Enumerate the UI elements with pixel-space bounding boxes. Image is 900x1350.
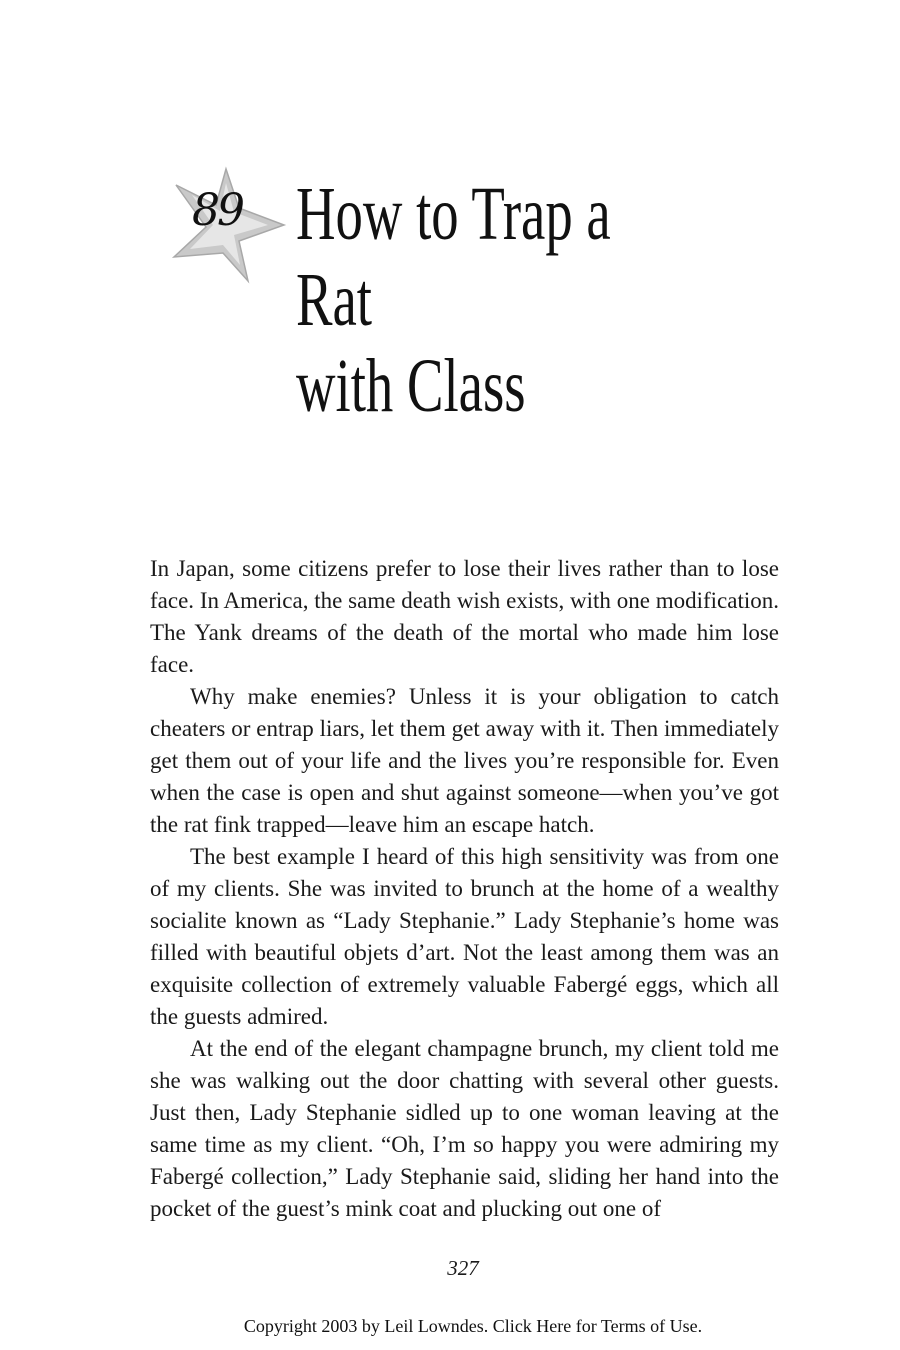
paragraph: Why make enemies? Unless it is your obligation to catch cheaters or entrap liars, let them get away with it. Then immediately get them out of your life and the lives you’re responsible for. Even when the case is open and shut against someone—when you’ve got the rat fink trapped—leave him an escape hatch. <box>150 684 779 837</box>
star-icon <box>168 165 288 285</box>
paragraph: In Japan, some citizens prefer to lose their lives rather than to lose face. In America, the same death wish exists, with one modification. The Yank dreams of the death of the mortal who made him lose face. <box>150 556 779 677</box>
page-number: 327 <box>447 1256 479 1280</box>
body-text <box>150 553 779 1225</box>
chapter-number: 89 <box>192 185 242 236</box>
chapter-title: How to Trap a Rat with Class <box>296 172 611 428</box>
paragraph: At the end of the elegant champagne brunch, my client told me she was walking out the door chatting with several other guests. Just then, Lady Stephanie sidled up to one woman leaving at the same time as my client. “Oh, I’m so happy you were admiring my Fabergé collection,” Lady Stephanie said, sliding her hand into the pocket of the guest’s mink coat and plucking out one of <box>150 1036 779 1221</box>
copyright-link[interactable]: Copyright 2003 by Leil Lowndes. Click Here for Terms of Use. <box>243 1316 703 1336</box>
chapter-header <box>168 165 768 428</box>
paragraph: The best example I heard of this high sensitivity was from one of my clients. She was invited to brunch at the home of a wealthy socialite known as “Lady Stephanie.” Lady Stephanie’s home was filled with beautiful objets d’art. Not the least among them was an exquisite collection of extremely valuable Fabergé eggs, which all the guests admired. <box>150 844 779 1029</box>
